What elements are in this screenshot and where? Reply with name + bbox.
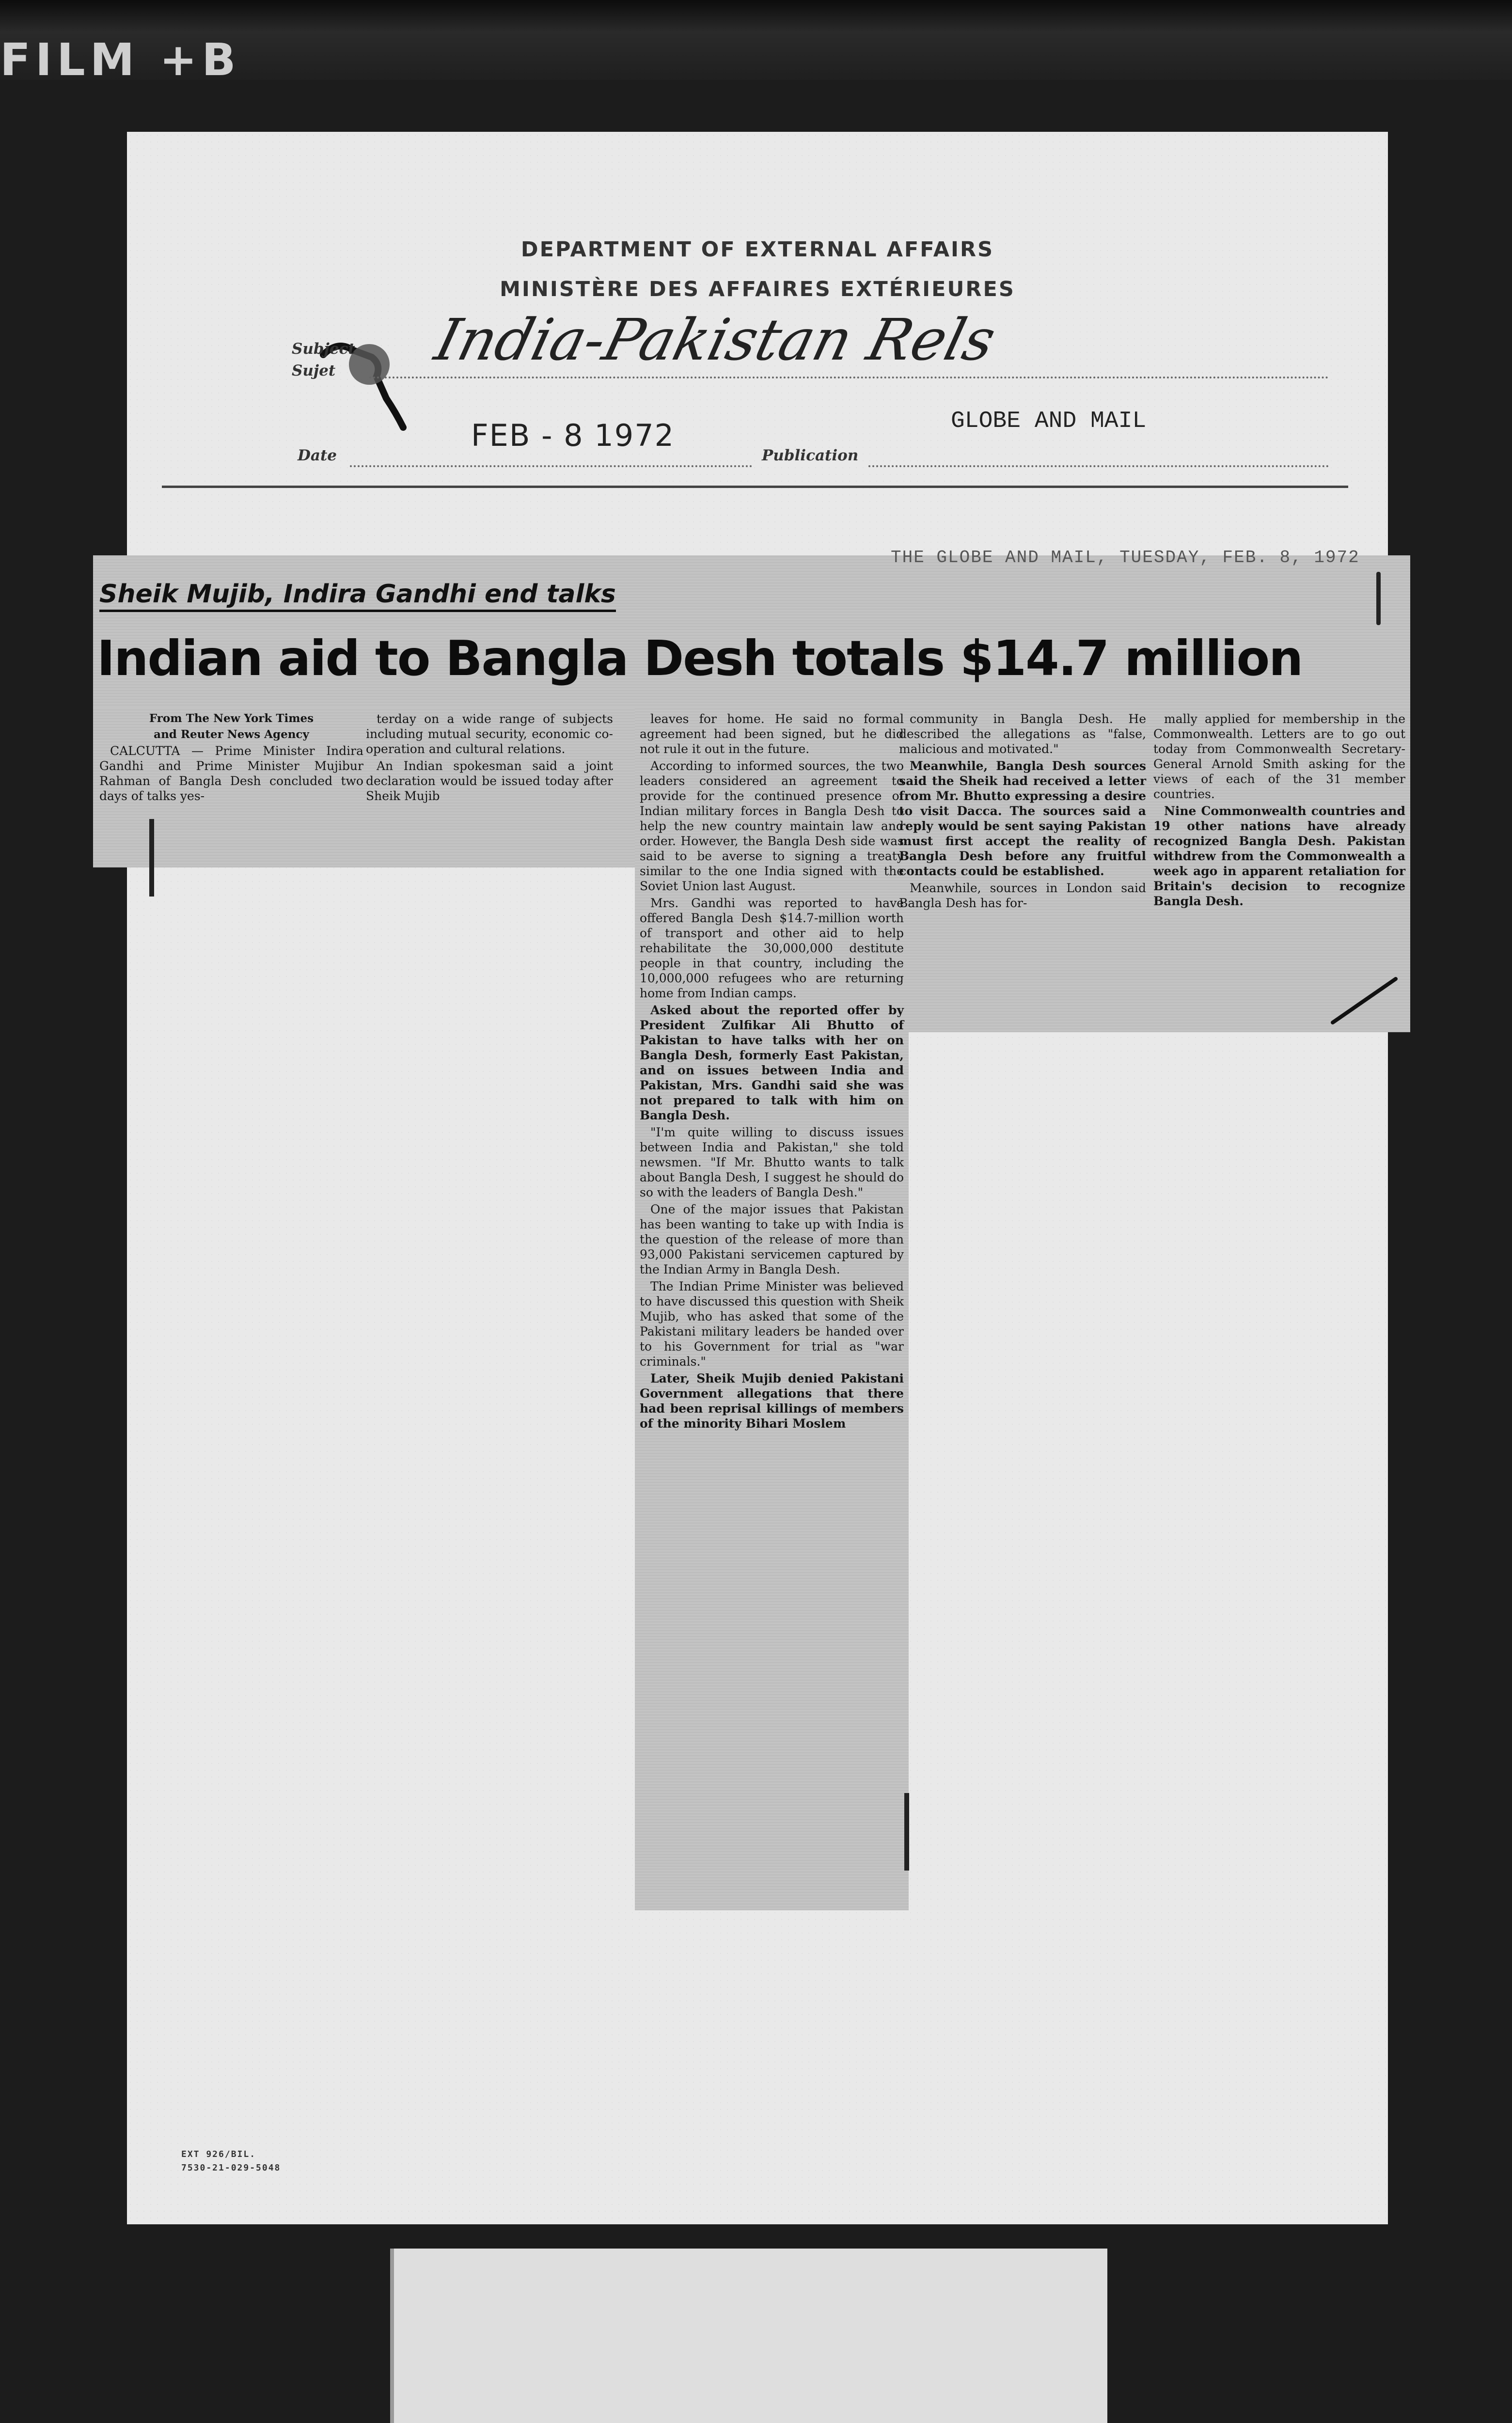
date-stamp-value: FEB - 8 1972 — [471, 418, 675, 453]
paragraph: Later, Sheik Mujib denied Pakistani Government allegations that there had been reprisal killings of members of the minority Bihari Moslem — [640, 1371, 904, 1431]
paragraph: According to informed sources, the two leaders considered an agreement to provide for the continued presence of Indian military forces in Bangla Desh to help the new country maintain law and order. However, the Bangla Desh side was said to be averse to signing a treaty similar to the one India signed with the Soviet Union last August. — [640, 759, 904, 893]
paragraph: "I'm quite willing to discuss issues between India and Pakistan," she told newsmen. "If Mr. Bhutto wants to talk about Bangla Desh, I suggest he should do so with the leaders of Bangla Desh." — [640, 1125, 904, 1199]
paragraph: terday on a wide range of subjects including mutual security, economic co-operation and cultural relations. — [366, 712, 613, 756]
paragraph: An Indian spokesman said a joint declaration would be issued today after Sheik Mujib — [366, 759, 613, 803]
publication-value: GLOBE AND MAIL — [951, 408, 1147, 434]
department-name-french: MINISTÈRE DES AFFAIRES EXTÉRIEURES — [500, 277, 1015, 301]
staple-mark — [904, 1793, 909, 1871]
paragraph: Nine Commonwealth countries and 19 other nations have already recognized Bangla Desh. Pakistan withdrew from the Commonwealth a week ago in apparent retaliation for Britain's decision to recognize Bangla Desh. — [1153, 804, 1405, 908]
form-code-line-1: EXT 926/BIL. — [181, 2149, 256, 2159]
byline-line-2: and Reuter News Agency — [154, 728, 309, 741]
film-label: FILM +B — [0, 34, 241, 86]
form-code-line-2: 7530-21-029-5048 — [181, 2163, 281, 2173]
subject-dotted-line — [369, 377, 1329, 378]
sujet-label: Sujet — [292, 362, 336, 379]
paragraph: One of the major issues that Pakistan has been wanting to take up with India is the question of the release of more than 93,000 Pakistani servicemen captured by the Indian Army in Bangla Desh. — [640, 1202, 904, 1276]
date-label: Date — [298, 447, 337, 464]
paragraph: Meanwhile, Bangla Desh sources said the Sheik had received a letter from Mr. Bhutto expressing a desire to visit Dacca. The sources said a reply would be sent saying Pakistan must first accept the reality of Bangla Desh before any fruitful contacts could be established. — [899, 759, 1146, 878]
paragraph: leaves for home. He said no formal agreement had been signed, but he did not rule it out in the future. — [640, 712, 904, 756]
date-dotted-line — [350, 465, 752, 467]
paragraph: CALCUTTA — Prime Minister Indira Gandhi and Prime Minister Mujibur Rahman of Bangla Desh concluded two days of talks yes- — [99, 744, 363, 803]
subject-handwritten-value: India-Pakistan Rels — [428, 306, 1002, 373]
newspaper-masthead: THE GLOBE AND MAIL, TUESDAY, FEB. 8, 1972 — [891, 548, 1360, 567]
article-column-3 — [640, 711, 904, 1433]
paragraph: mally applied for membership in the Commonwealth. Letters are to go out today from Commonwealth Secretary-General Arnold Smith asking for the views of each of the 31 member countries. — [1153, 712, 1405, 801]
article-column-4 — [899, 711, 1146, 913]
article-column-5 — [1153, 711, 1405, 911]
paragraph: Asked about the reported offer by President Zulfikar Ali Bhutto of Pakistan to have talks with her on Bangla Desh, formerly East Pakistan, and on issues between India and Pakistan, Mrs. Gandhi said she was not prepared to talk with him on Bangla Desh. — [640, 1003, 904, 1122]
pen-check-mark — [1328, 974, 1401, 1027]
paragraph: The Indian Prime Minister was believed to have discussed this question with Sheik Mujib, who has asked that some of the Pakistani military leaders be handed over to his Government for trial as "war criminals." — [640, 1279, 904, 1369]
staple-mark — [149, 819, 154, 897]
header-divider — [162, 486, 1348, 488]
paragraph: Meanwhile, sources in London said Bangla Desh has for- — [899, 881, 1146, 910]
publication-dotted-line — [868, 465, 1329, 467]
form-code — [181, 2148, 281, 2175]
article-column-1 — [99, 711, 363, 805]
staple-mark — [1376, 572, 1381, 625]
article-headline: Indian aid to Bangla Desh totals $14.7 million — [97, 630, 1303, 687]
next-page-edge — [390, 2249, 1107, 2423]
article-column-2 — [366, 711, 613, 805]
department-name-english: DEPARTMENT OF EXTERNAL AFFAIRS — [520, 237, 994, 262]
publication-label: Publication — [762, 447, 859, 464]
subject-label: Subject — [292, 340, 355, 358]
byline-line-1: From The New York Times — [149, 712, 314, 725]
film-strip-border — [0, 0, 1512, 86]
paragraph: community in Bangla Desh. He described the allegations as "false, malicious and motivated." — [899, 712, 1146, 756]
article-kicker: Sheik Mujib, Indira Gandhi end talks — [99, 580, 616, 612]
paragraph: Mrs. Gandhi was reported to have offered Bangla Desh $14.7-million worth of transport and other aid to help rehabilitate the 30,000,000 destitute people in that country, including the 10,000,000 refugees who are returning home from Indian camps. — [640, 896, 904, 1000]
